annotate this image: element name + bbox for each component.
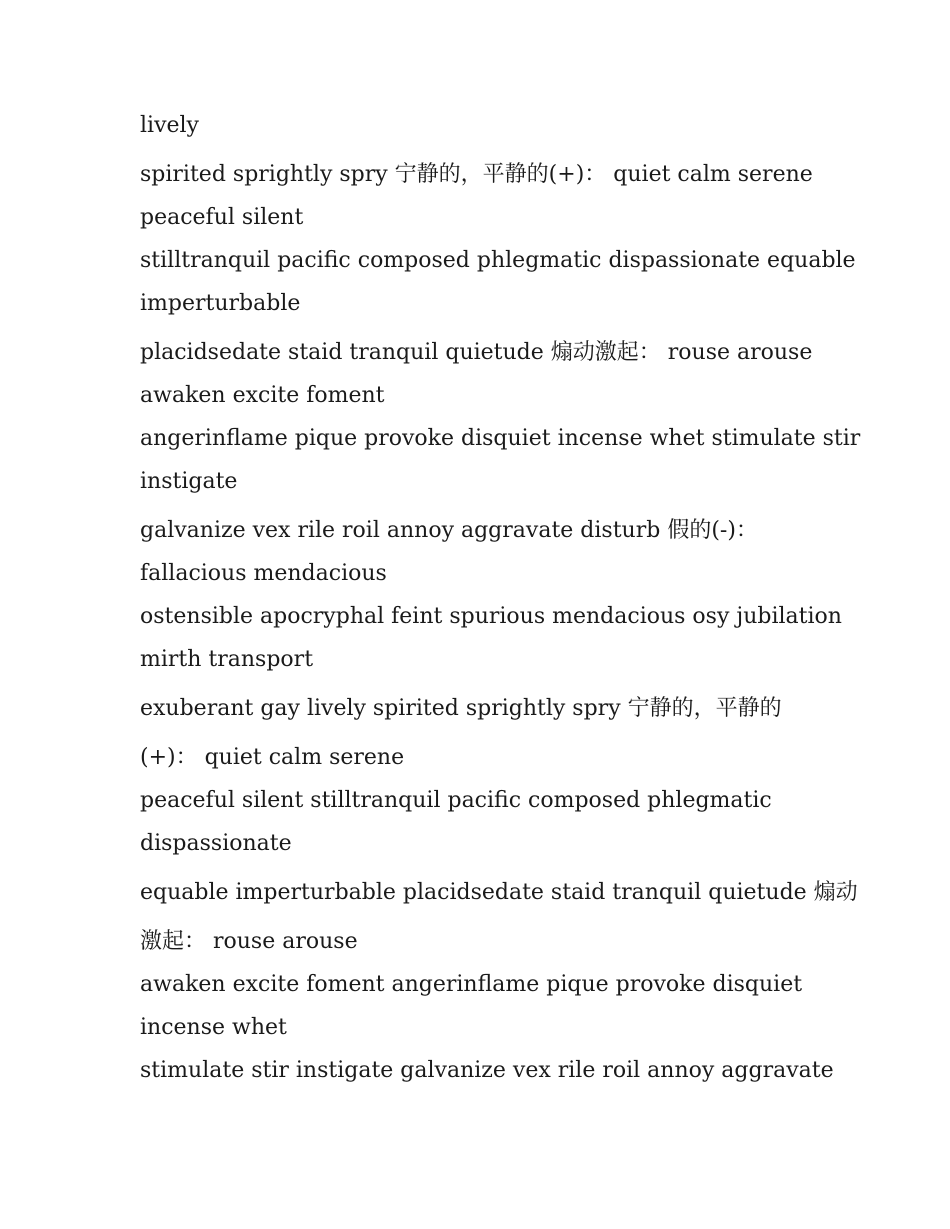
text-line: fallacious mendacious — [140, 561, 387, 586]
text-line: (+)： quiet calm serene — [140, 745, 405, 770]
text-line: peaceful silent — [140, 205, 304, 230]
document-body — [140, 104, 861, 1092]
text-line: angerinflame pique provoke disquiet incense whet stimulate stir — [140, 426, 861, 451]
text-line: lively — [140, 113, 199, 138]
text-line: instigate — [140, 469, 238, 494]
text-line: mirth transport — [140, 647, 314, 672]
text-line: awaken excite foment angerinflame pique provoke disquiet — [140, 972, 803, 997]
text-line: spirited sprightly spry 宁静的，平静的(+)： quiet calm serene — [140, 162, 813, 187]
text-line: awaken excite foment — [140, 383, 385, 408]
text-line: placidsedate staid tranquil quietude 煽动激起： rouse arouse — [140, 340, 813, 365]
text-line: 激起： rouse arouse — [140, 929, 358, 954]
text-line: imperturbable — [140, 291, 301, 316]
text-line: peaceful silent stilltranquil pacific composed phlegmatic — [140, 788, 772, 813]
text-line: ostensible apocryphal feint spurious mendacious osy jubilation — [140, 604, 842, 629]
text-line: stimulate stir instigate galvanize vex rile roil annoy aggravate — [140, 1058, 834, 1083]
text-line: galvanize vex rile roil annoy aggravate disturb 假的(-)： — [140, 518, 758, 543]
text-line: exuberant gay lively spirited sprightly spry 宁静的，平静的 — [140, 696, 782, 721]
text-line: stilltranquil pacific composed phlegmatic dispassionate equable — [140, 248, 856, 273]
text-line: dispassionate — [140, 831, 292, 856]
text-line: equable imperturbable placidsedate staid tranquil quietude 煽动 — [140, 880, 858, 905]
text-line: incense whet — [140, 1015, 287, 1040]
